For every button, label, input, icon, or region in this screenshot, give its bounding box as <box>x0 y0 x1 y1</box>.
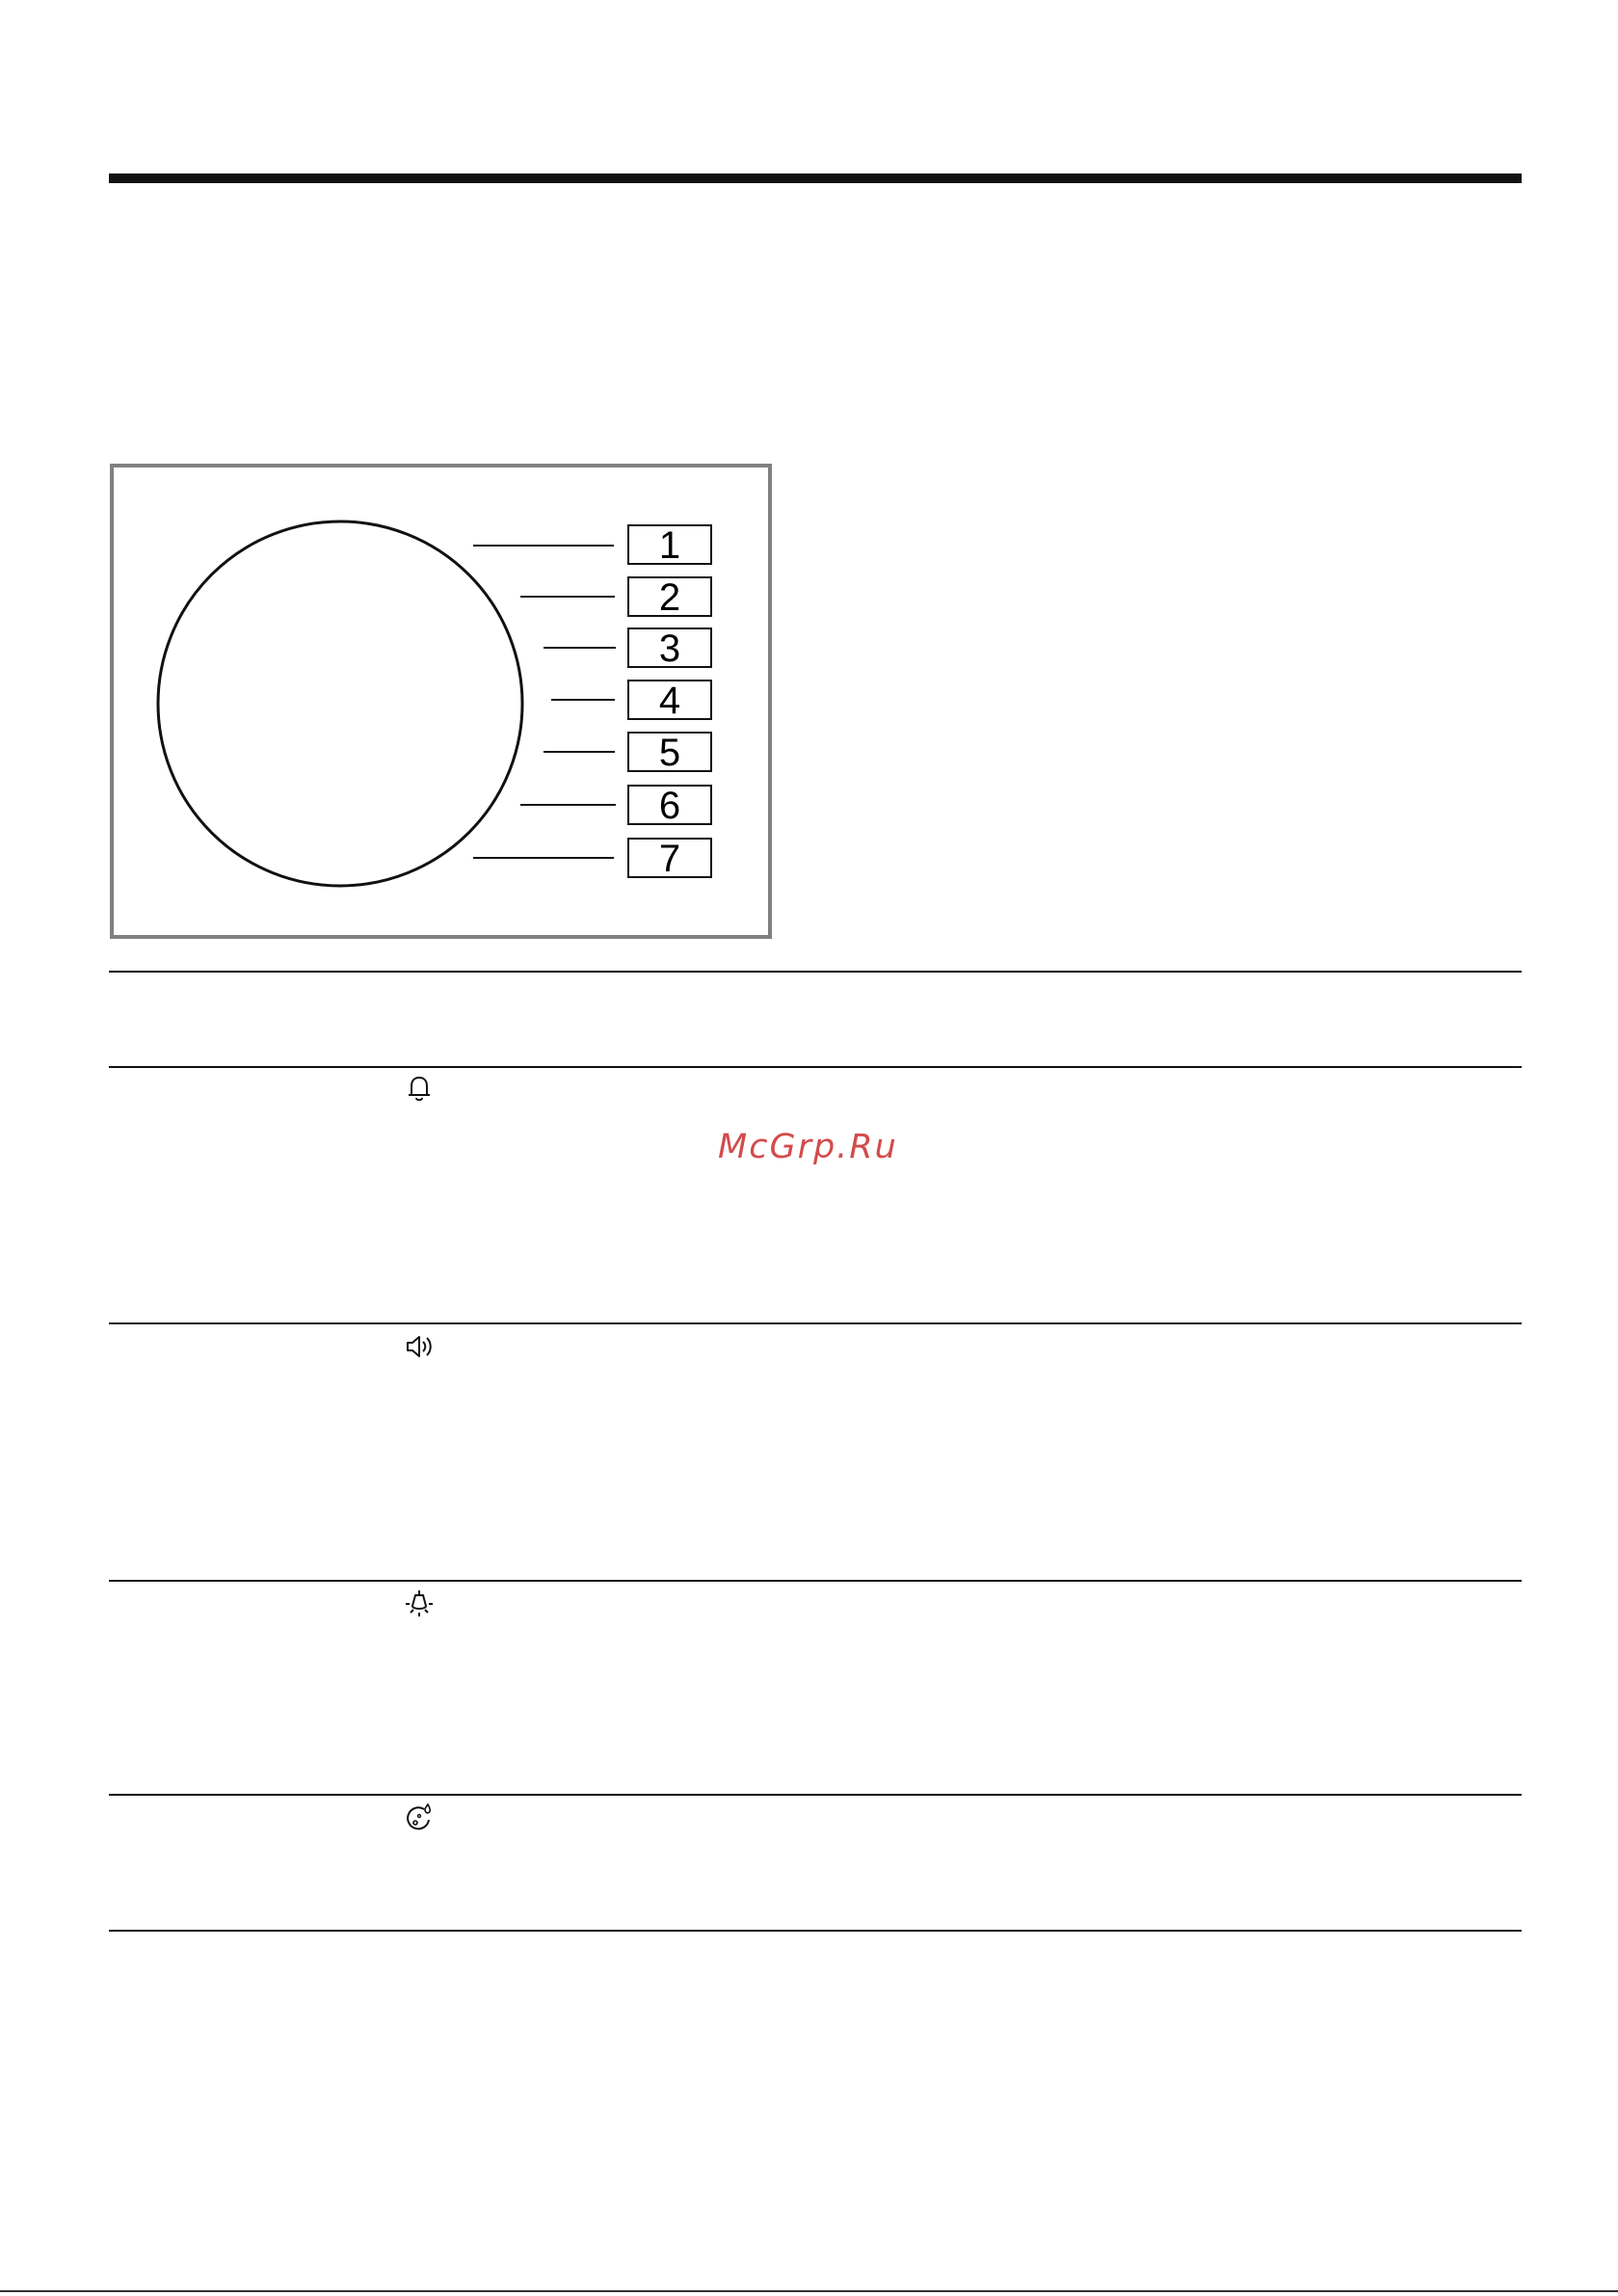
callout-2: 2 <box>627 576 712 617</box>
table-rule-header <box>109 1066 1522 1068</box>
callout-1: 1 <box>627 524 712 565</box>
table-rule-row-3 <box>109 1794 1522 1796</box>
callout-7: 7 <box>627 838 712 878</box>
footer-bar <box>0 2290 1618 2292</box>
bell-icon <box>403 1072 436 1105</box>
table-rule-row-2 <box>109 1580 1522 1582</box>
selector-dial <box>158 521 522 886</box>
table-rule-top <box>109 971 1522 973</box>
watermark-text: McGrp.Ru <box>718 1128 898 1166</box>
callout-6: 6 <box>627 785 712 825</box>
control-panel-figure <box>110 464 772 939</box>
speaker-icon <box>403 1330 436 1363</box>
top-heading-rule <box>109 174 1522 183</box>
callout-3: 3 <box>627 627 712 668</box>
table-rule-row-1 <box>109 1322 1522 1324</box>
light-bulb-icon <box>403 1587 436 1619</box>
table-rule-bottom <box>109 1930 1522 1932</box>
dish-drop-icon <box>403 1802 436 1834</box>
callout-5: 5 <box>627 732 712 772</box>
callout-4: 4 <box>627 680 712 720</box>
